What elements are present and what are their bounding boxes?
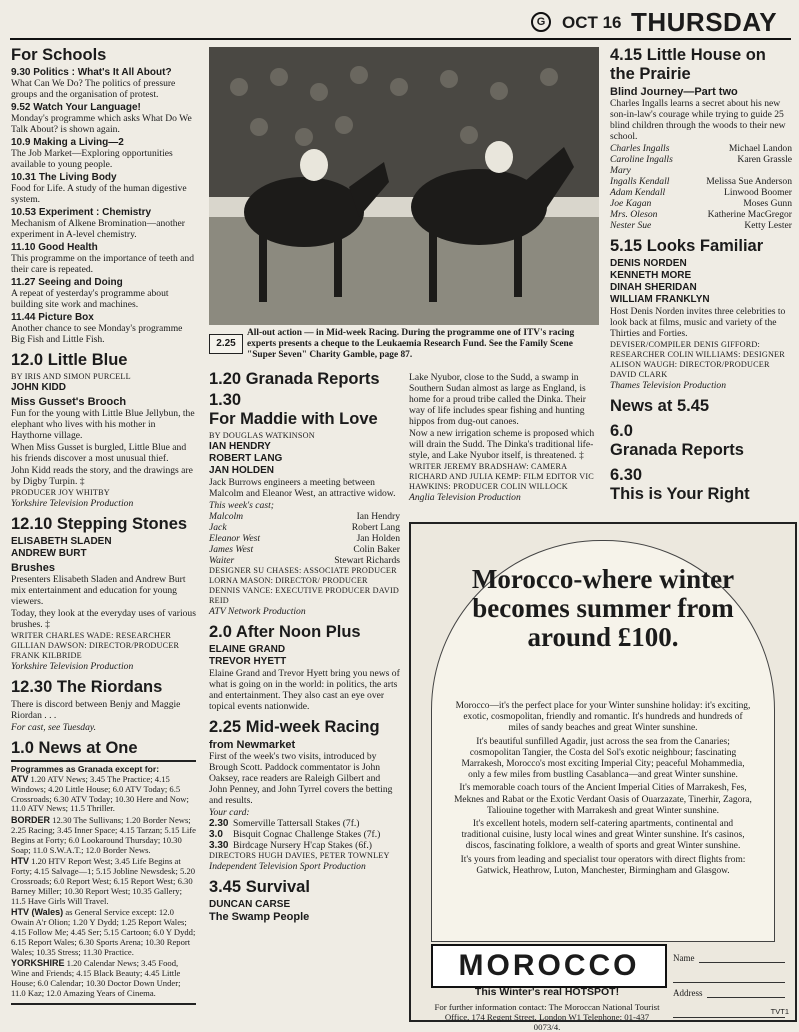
little-blue-heading: 12.0 Little Blue [11, 351, 128, 369]
schools-item [11, 67, 196, 100]
cast-role: Adam Kendall [610, 187, 666, 198]
schools-item-time: 9.52 [11, 102, 31, 113]
region-item [11, 857, 196, 906]
schools-item [11, 242, 196, 275]
racing-sub: from Newmarket [209, 739, 296, 751]
cast-role: Mary [610, 165, 631, 176]
advert-arch [431, 540, 775, 942]
cast-role: James West [209, 544, 254, 555]
cast-row [610, 198, 792, 209]
cast-role: Joe Kagan [610, 198, 652, 209]
photo-caption: All-out action — in Mid-week Racing. During the programme one of ITV's racing experts presents a cheque to the Leukaemia Research Fund. See the Family Scene "Super Seven" Charity Gamble, page 87. [247, 328, 575, 360]
schools-item [11, 102, 196, 135]
advert-code: TVT1 [770, 1007, 789, 1016]
region-item [11, 908, 196, 957]
advert-coupon [673, 948, 785, 1018]
noon-plus-stars [209, 644, 400, 668]
cast-row [209, 555, 400, 566]
schools-item-name: Politics : What's It All About? [33, 67, 172, 78]
little-house-desc: Charles Ingalls learns a secret about his new son-in-law's courage while trying to guide 25 blind children through the woods to their new school. [610, 98, 786, 142]
coupon-address-label: Address [673, 988, 703, 998]
cast-row [610, 187, 792, 198]
photo-caption-box [209, 326, 599, 370]
masthead-rule [10, 38, 791, 40]
left-column [11, 44, 196, 1020]
cast-actor: Moses Gunn [743, 198, 792, 209]
maddie-time: 1.30 [209, 391, 242, 409]
region-name: YORKSHIRE [11, 958, 65, 969]
star-name: IAN HENDRY [209, 441, 271, 452]
schools-item-name: The Living Body [38, 172, 117, 183]
schools-item-time: 9.30 [11, 67, 31, 78]
race-name: Somerville Tattersall Stakes (7f.) [233, 818, 360, 829]
cast-role: Waiter [209, 555, 235, 566]
race-time: 3.0 [209, 829, 223, 840]
survival-credits: WRITER JEREMY BRADSHAW: CAMERA RICHARD AND JULIA KEMP: FILM EDITOR VIC HAWKINS: PRODUCER COLIN WILLOCK [409, 462, 594, 491]
stepping-heading: 12.10 Stepping Stones [11, 515, 188, 533]
schools-item-name: Picture Box [38, 312, 94, 323]
advert-paragraph: It's beautiful sunfilled Agadir, just across the sea from the Canaries; cosmopolitan Tangier, the Costa del Sol's exotic neighbour; fascinating Marrakesh, Morocco's most exciting Imperial City; peaceful Mohammedia, only a few miles from bustling Casablanca—and great Winter sunshine. [461, 736, 745, 781]
cast-role: Jack [209, 522, 227, 533]
schools-item-desc: The Job Market—Exploring opportunities available to young people. [11, 148, 173, 170]
looks-familiar-stars [610, 258, 792, 306]
region-name: HTV [11, 856, 29, 867]
advert-slogan: This Winter's real HOTSPOT! [474, 986, 620, 998]
morocco-advert [409, 522, 797, 1032]
survival-p2: Now a new irrigation scheme is proposed which will drain the Sudd. The Dinka's traditional life-style, and Lake Nyubor itself, is threatened. [409, 428, 595, 461]
advert-paragraph: It's yours from leading and specialist tour operators with direct flights from: Gatwick, Heathrow, Luton, Manchester, Birmingham and Glasgow. [460, 854, 746, 876]
schools-item-name: Making a Living—2 [33, 137, 124, 148]
advert-headline: Morocco-where winter becomes summer from around £100. [471, 564, 735, 652]
cast-row [610, 165, 792, 176]
schools-heading: For Schools [11, 46, 107, 64]
cast-role: Charles Ingalls [610, 143, 670, 154]
region-name: BORDER [11, 815, 51, 826]
maddie-cast-label: This week's cast; [209, 500, 274, 511]
race-time: 2.30 [209, 818, 229, 829]
cast-actor: Colin Baker [353, 544, 400, 555]
little-blue-production: Yorkshire Television Production [11, 498, 134, 509]
photo-badge: 2.25 [209, 334, 243, 354]
cast-actor: Ketty Lester [744, 220, 792, 231]
survival-subtitle: The Swamp People [209, 911, 310, 923]
schools-item-title [11, 207, 196, 218]
schools-item-time: 10.9 [11, 137, 31, 148]
coupon-address-field[interactable] [707, 983, 786, 998]
schools-item-title [11, 67, 196, 78]
racing-card-label: Your card: [209, 807, 250, 818]
star-name: KENNETH MORE [610, 270, 692, 281]
race-row [209, 818, 400, 829]
advert-paragraph: It's memorable coach tours of the Ancient Imperial Cities of Marrakesh, Fes, Meknes and Rabat or the Exotic Verdant Oasis of Ouarzazate, Tinerhir, Zagora, Taliouine together with Marrakesh and great Winter sunshine. [454, 783, 752, 816]
star-name: DENIS NORDEN [610, 258, 687, 269]
star-name: ROBERT LANG [209, 453, 283, 464]
cast-row [209, 511, 400, 522]
little-blue-mark: ‡ [79, 476, 85, 487]
looks-familiar-heading: 5.15 Looks Familiar [610, 237, 764, 255]
race-name: Birdcage Nursery H'cap Stakes (6f.) [233, 840, 372, 851]
masthead-day: THURSDAY [631, 7, 778, 37]
cast-role: Mrs. Oleson [610, 209, 658, 220]
little-blue-star: JOHN KIDD [11, 382, 67, 393]
maddie-stars [209, 441, 400, 477]
cast-row [610, 143, 792, 154]
region-name: HTV (Wales) [11, 907, 64, 918]
stepping-subtitle: Brushes [11, 562, 56, 574]
schools-item-name: Good Health [38, 242, 98, 253]
region-text: 1.20 ATV News; 3.45 The Practice; 4.15 Windows; 4.20 Little House; 6.0 ATV Today; 6.5 Crossroads; 6.30 ATV Today; 10.30 Here and Now; 11.0 ATV News; 11.5 Thriller. [11, 774, 189, 814]
evening-item [610, 397, 792, 416]
noon-plus-heading: 2.0 After Noon Plus [209, 623, 361, 641]
region-name: ATV [11, 774, 29, 784]
schools-item [11, 277, 196, 310]
region-item [11, 816, 196, 855]
cast-role: Caroline Ingalls [610, 154, 673, 165]
cast-row [209, 522, 400, 533]
evening-title: This is Your Right [610, 485, 750, 503]
racing-production: Independent Television Sport Production [209, 861, 366, 872]
schools-item-title [11, 312, 196, 323]
schools-item-time: 10.53 [11, 207, 37, 218]
news-one-heading: 1.0 News at One [11, 739, 138, 757]
advert-paragraph: Morocco—it's the perfect place for your Winter sunshine holiday: it's exciting, exotic, cosmopolitan, friendly and romantic. It's hundreds and hundreds of miles of sandy beaches and great Winter sunshine. [455, 701, 751, 734]
little-blue-producer: PRODUCER JOY WHITBY [11, 488, 110, 497]
evening-item [610, 422, 792, 460]
schools-item-title [11, 172, 196, 183]
noon-plus-desc: Elaine Grand and Trevor Hyett bring you news of what is going on in the world: in politics, the arts and entertainment. They also cast an eye over topical events nationwide. [209, 668, 400, 712]
evening-time: 6.0 [610, 422, 633, 440]
star-name: JAN HOLDEN [209, 465, 275, 476]
region-text: 12.30 The Sullivans; 1.20 Border News; 2.25 Racing; 3.45 Inner Space; 4.15 Tarzan; 5.15 Life Begins at Forty; 6.0 Lookaround Thursday; 10.30 Soap; 11.0 S.W.A.T.; 12.0 Border News. [11, 815, 196, 855]
star-name: WILLIAM FRANKLYN [610, 294, 710, 305]
little-blue-p2: When Miss Gusset is burgled, Little Blue and his friends discover a most unusual thief. [11, 442, 187, 464]
riordans-heading: 12.30 The Riordans [11, 678, 163, 696]
cast-row [610, 220, 792, 231]
racing-photo [209, 47, 599, 325]
star-name: DINAH SHERIDAN [610, 282, 697, 293]
evening-time: 6.30 [610, 466, 643, 484]
schools-item-desc: Monday's programme which asks What Do We Talk About? is shown again. [11, 113, 192, 135]
cast-role: Nester Sue [610, 220, 652, 231]
stepping-p1: Presenters Elisabeth Sladen and Andrew Burt mix entertainment and education for young viewers. [11, 574, 186, 607]
cast-actor: Michael Landon [728, 143, 792, 154]
maddie-desc: Jack Burrows engineers a meeting between Malcolm and Eleanor West, an attractive widow. [209, 477, 396, 499]
cast-actor: Melissa Sue Anderson [706, 176, 792, 187]
maddie-heading: For Maddie with Love [209, 410, 378, 428]
star-name: ELAINE GRAND [209, 644, 286, 655]
cast-row [610, 154, 792, 165]
racing-desc: First of the week's two visits, introduced by Brough Scott. Paddock commentator is John Oaksey, race readers are Raleigh Gilbert and John Penney, and John Tyrrel covers the betting and results. [209, 751, 393, 806]
cast-actor: Robert Lang [351, 522, 400, 533]
looks-familiar-credits: DEVISER/COMPILER DENIS GIFFORD: RESEARCHER COLIN WILLIAMS: DESIGNER ALISON WAUGH: DIRECTOR/PRODUCER DAVID CLARK [610, 340, 785, 379]
looks-familiar-desc: Host Denis Norden invites three celebrities to look back at films, music and variety of the Thirties and Forties. [610, 306, 786, 339]
schools-item-title [11, 137, 196, 148]
racing-heading: 2.25 Mid-week Racing [209, 718, 380, 736]
schools-item-desc: This programme on the importance of teeth and their care is repeated. [11, 253, 195, 275]
region-item [11, 959, 196, 998]
region-text: 1.20 Calendar News; 3.45 Food, Wine and Friends; 4.15 Black Beauty; 4.45 Little House; 6.0 Calendar; 10.30 Doctor Down Under; 11.0 Kaz; 12.0 Amazing Years of Cinema. [11, 958, 181, 998]
coupon-line-field[interactable] [673, 968, 785, 983]
schools-item-time: 11.44 [11, 312, 36, 323]
stepping-star2: ANDREW BURT [11, 548, 87, 559]
star-name: TREVOR HYETT [209, 656, 287, 667]
maddie-byline: BY DOUGLAS WATKINSON [209, 431, 315, 440]
cast-actor: Linwood Boomer [724, 187, 792, 198]
little-house-cast [610, 143, 792, 231]
race-row [209, 829, 400, 840]
advert-body [454, 701, 752, 879]
schools-item-desc: Another chance to see Monday's programme Big Fish and Little Fish. [11, 323, 183, 345]
stepping-production: Yorkshire Television Production [11, 661, 134, 672]
racing-photo-image [209, 47, 599, 325]
cast-row [610, 209, 792, 220]
schools-item-title [11, 277, 196, 288]
advert-contact: For further information contact: The Moroccan National Tourist Office, 174 Regent Street, London W1 Telephone: 01-437 0073/4. [434, 1002, 660, 1032]
cast-row [209, 533, 400, 544]
survival-star: DUNCAN CARSE [209, 899, 291, 910]
masthead-date: OCT 16 [562, 13, 622, 32]
region-item [11, 775, 196, 814]
schools-item-time: 10.31 [11, 172, 37, 183]
little-house-subtitle: Blind Journey—Part two [610, 86, 738, 98]
coupon-line2-field[interactable] [673, 1003, 785, 1018]
granada-reports-heading: 1.20 Granada Reports [209, 370, 380, 388]
cast-role: Malcolm [209, 511, 244, 522]
stepping-star1: ELISABETH SLADEN [11, 536, 112, 547]
little-house-heading: 4.15 Little House on the Prairie [610, 46, 766, 83]
maddie-production: ATV Network Production [209, 606, 306, 617]
racing-credits: DIRECTORS HUGH DAVIES, PETER TOWNLEY [209, 851, 390, 860]
evening-list [610, 397, 792, 504]
masthead [0, 0, 799, 40]
advert-paragraph: It's excellent hotels, modern self-catering apartments, continental and traditional cuisine, lusty local wines and great Winter sunshine. It's casinos, discos, fascinating folklore, a wealth of sports and great Winter sunshine. [461, 819, 745, 852]
evening-item [610, 466, 792, 504]
looks-familiar-production: Thames Television Production [610, 380, 727, 391]
cast-actor: Karen Grassle [737, 154, 792, 165]
stepping-p2: Today, they look at the everyday uses of various brushes. [11, 608, 196, 630]
racing-card [209, 818, 400, 851]
cast-role: Ingalls Kendall [610, 176, 670, 187]
cast-actor: Jan Holden [356, 533, 400, 544]
cast-actor: Ian Hendry [356, 511, 400, 522]
cast-role: Eleanor West [209, 533, 261, 544]
riordans-p1: There is discord between Benjy and Maggie Riordan . . . [11, 699, 181, 721]
schools-list [11, 67, 196, 345]
race-time: 3.30 [209, 840, 229, 851]
schools-item-desc: Mechanism of Alkene Bromination—another experiment in A-level chemistry. [11, 218, 185, 240]
maddie-cast [209, 511, 400, 566]
survival-continued [409, 372, 599, 518]
regions-box [11, 760, 196, 1005]
schools-item-name: Experiment : Chemistry [38, 207, 152, 218]
schools-item-name: Watch Your Language! [33, 102, 141, 113]
survival-production: Anglia Television Production [409, 492, 521, 503]
race-name: Bisquit Cognac Challenge Stakes (7f.) [233, 829, 381, 840]
coupon-name-field[interactable] [699, 948, 786, 963]
schools-item [11, 312, 196, 345]
cast-row [610, 176, 792, 187]
little-blue-p3: John Kidd reads the story, and the drawings are by Digby Turpin. [11, 465, 193, 487]
survival-mark: ‡ [578, 450, 584, 461]
regions-list [11, 775, 196, 999]
race-row [209, 840, 400, 851]
regions-intro: Programmes as Granada except for: [11, 764, 160, 774]
advert-logo: MOROCCO [431, 944, 667, 988]
evening-title: Granada Reports [610, 441, 744, 459]
cast-actor: Stewart Richards [334, 555, 400, 566]
region-text: as General Service except: 12.0 Owain A'r Olion; 1.20 Y Dydd; 1.25 Report Wales; 4.15 Follow Me; 4.45 Ser; 5.15 Cartoon; 6.0 Y Dydd; 6.15 Report Wales; 6.30 Sports Arena; 10.30 Report Wales; 10.35 Stress; 11.30 Practice. [11, 907, 196, 957]
coupon-name-label: Name [673, 953, 695, 963]
survival-heading: 3.45 Survival [209, 878, 310, 896]
cast-row [209, 544, 400, 555]
cast-actor: Katherine MacGregor [707, 209, 792, 220]
region-text: 1.20 HTV Report West; 3.45 Life Begins at Forty; 4.15 Salvage—1; 5.15 Jobline Newsdesk; 5.20 Crossroads; 6.0 Report West; 6.15 Report West; 6.30 Barney Miller; 10.30 Report West; 10.35 Gallery; 11.5 Have Girls Will Travel. [11, 856, 196, 906]
evening-time: News at 5.45 [610, 397, 710, 415]
riordans-p2: For cast, see Tuesday. [11, 722, 97, 733]
schools-item-title [11, 102, 196, 113]
schools-item [11, 207, 196, 240]
little-blue-subtitle: Miss Gusset's Brooch [11, 396, 127, 408]
schools-item-desc: A repeat of yesterday's programme about building site work and machines. [11, 288, 169, 310]
middle-column [209, 368, 400, 1020]
maddie-credits: DESIGNER SU CHASES: ASSOCIATE PRODUCER LORNA MASON: DIRECTOR/ PRODUCER DENNIS VANCE: EXECUTIVE PRODUCER DAVID REID [209, 566, 400, 605]
itv-logo-icon: G [531, 12, 551, 32]
stepping-mark: ‡ [45, 619, 50, 630]
right-column [610, 44, 792, 518]
schools-item-title [11, 242, 196, 253]
stepping-credits: WRITER CHARLES WADE: RESEARCHER GILLIAN DAWSON: DIRECTOR/PRODUCER FRANK KILBRIDE [11, 631, 180, 660]
schools-item-name: Seeing and Doing [38, 277, 123, 288]
little-blue-byline: BY IRIS AND SIMON PURCELL [11, 372, 131, 381]
schools-item-desc: Food for Life. A study of the human digestive system. [11, 183, 187, 205]
schools-item-time: 11.10 [11, 242, 36, 253]
survival-p1: Lake Nyubor, close to the Sudd, a swamp in Southern Sudan almost as large as England, is home for a proud tribe called the Dinka. Their way of life includes spear fishing and hunting hippos from dug-out canoes. [409, 372, 586, 427]
schools-item-time: 11.27 [11, 277, 36, 288]
schools-item-desc: What Can We Do? The politics of pressure groups and the organisation of protest. [11, 78, 176, 100]
schools-item [11, 172, 196, 205]
little-blue-p1: Fun for the young with Little Blue Jellybun, the elephant who lives with his mother in Haythorne village. [11, 408, 195, 441]
schools-item [11, 137, 196, 170]
